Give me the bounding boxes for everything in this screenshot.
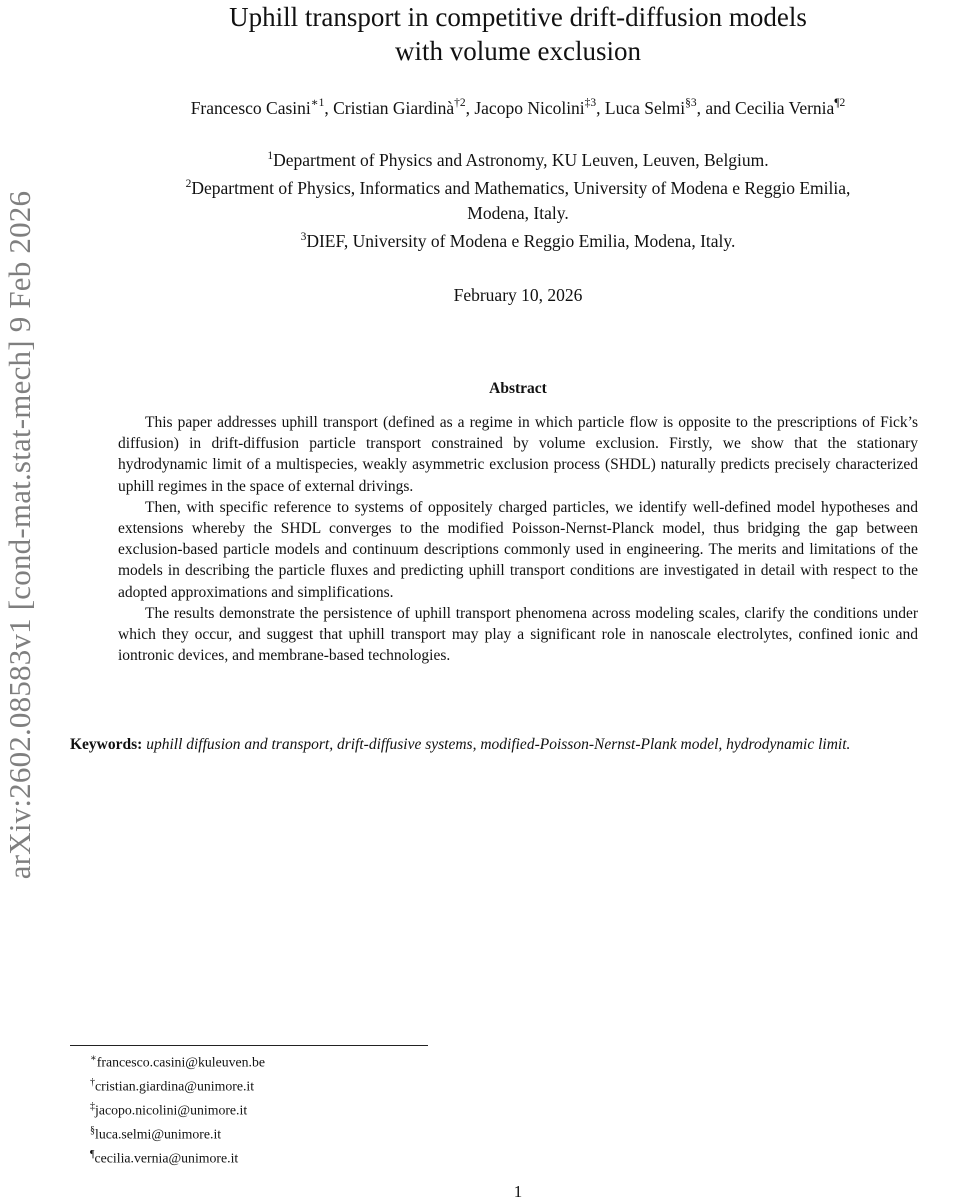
footnote-email: ¶cecilia.vernia@unimore.it: [90, 1149, 239, 1166]
paper-title: [70, 0, 966, 68]
affiliation-2-continued: Modena, Italy.: [467, 202, 569, 223]
abstract-paragraph-2: Then, with specific reference to systems of oppositely charged particles, we identify well-defined model hypotheses and extensions whereby the SHDL converges to the modified Poisson-Nernst-Planck model, thus bridging the gap between exclusion-based particle models and continuum descriptions commonly used in engineering. The merits and limitations of the models in describing the particle fluxes and predicting uphill transport conditions are investigated in detail with respect to the adopted approximations and simplifications.: [118, 498, 918, 601]
author-mark: ‡3: [584, 97, 597, 109]
author-mark: §3: [685, 97, 697, 109]
affiliations: [70, 144, 966, 253]
keywords-text: uphill diffusion and transport, drift-diffusive systems, modified-Poisson-Nernst-Plank model, hydrodynamic limit.: [146, 736, 851, 753]
abstract-paragraph-1: This paper addresses uphill transport (defined as a regime in which particle flow is opposite to the prescriptions of Fick’s diffusion) in drift-diffusion particle transport constrained by volume exclusion. Firstly, we show that the stationary hydrodynamic limit of a multispecies, weakly asymmetric exclusion process (SHDL) naturally predicts precisely characterized uphill regimes in the space of external drivings.: [118, 414, 918, 495]
title-line-2: with volume exclusion: [395, 36, 641, 66]
abstract-paragraph-3: The results demonstrate the persistence of uphill transport phenomena across modeling scales, clarify the conditions under which they occur, and suggest that uphill transport may play a significant role in nanoscale electrolytes, confined ionic and iontronic devices, and membrane-based technologies.: [118, 604, 918, 665]
author-list: Francesco Casini$^{∗1}$, Cristian Giardinà$^{\dagger 2}$, Jacopo Nicolini$^{\ddagger 3}$, Luca Selmi$^{\S 3}$, and Cecilia Vernia$^{\P 2}$: [190, 97, 846, 118]
abstract-body: [118, 412, 918, 666]
keywords: [70, 734, 966, 755]
author: Cecilia Vernia$^{\P 2}$: [735, 97, 846, 118]
affiliation-1: $^1$Department of Physics and Astronomy, KU Leuven, Leuven, Belgium.: [267, 149, 769, 170]
author: Cristian Giardinà$^{\dagger 2}$: [333, 97, 466, 118]
paper-date: February 10, 2026: [453, 285, 583, 305]
footnote-email: ‡jacopo.nicolini@unimore.it: [90, 1101, 248, 1118]
footnote-email: ∗francesco.casini@kuleuven.be: [90, 1053, 266, 1070]
author-mark: ¶2: [834, 97, 846, 109]
footnote-rule: [70, 1045, 428, 1046]
abstract-heading: Abstract: [489, 380, 547, 397]
footnotes: [90, 1049, 265, 1169]
page-number: 1: [513, 1182, 523, 1201]
author: Luca Selmi$^{\S 3}$: [604, 97, 697, 118]
author-mark: †2: [454, 97, 466, 109]
author: Francesco Casini$^{∗1}$: [190, 97, 325, 118]
footnote-email: §luca.selmi@unimore.it: [90, 1125, 222, 1142]
affiliation-2: $^2$Department of Physics, Informatics and Mathematics, University of Modena e Reggio Emilia,: [185, 178, 851, 199]
footnote-email: †cristian.giardina@unimore.it: [90, 1077, 255, 1094]
affiliation-3: $^3$DIEF, University of Modena e Reggio Emilia, Modena, Italy.: [300, 230, 736, 251]
author-mark: ∗1: [310, 97, 325, 109]
keywords-label: Keywords:: [70, 736, 143, 753]
arxiv-identifier: arXiv:2602.08583v1 [cond-mat.stat-mech] 9 Feb 2026: [2, 190, 37, 880]
author: Jacopo Nicolini$^{\ddagger 3}$: [474, 97, 597, 118]
arxiv-side-stamp: [0, 130, 40, 940]
title-line-1: Uphill transport in competitive drift-diffusion models: [229, 2, 807, 32]
